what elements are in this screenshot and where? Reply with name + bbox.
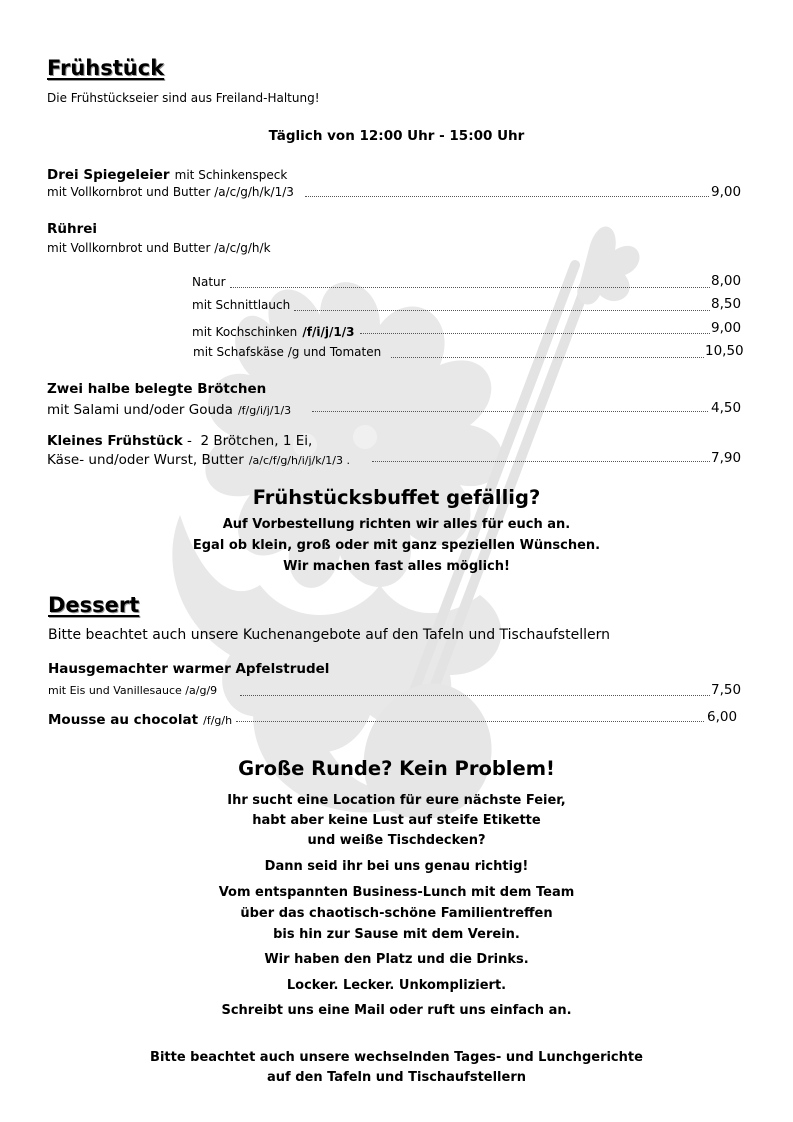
group-line: Ihr sucht eine Location für eure nächste Feier, — [227, 793, 566, 808]
item-extra: mit Schinkenspeck — [174, 168, 288, 182]
dotted-leader — [391, 357, 704, 358]
group-line: Wir haben den Platz und die Drinks. — [264, 952, 529, 967]
menu-item-kleines-fruehstueck — [47, 430, 312, 449]
buffet-line: Auf Vorbestellung richten wir alles für euch an. — [222, 517, 571, 532]
dessert-title: Dessert — [48, 593, 140, 617]
item-price: 7,50 — [711, 682, 742, 698]
item-description: 2 Brötchen, 1 Ei, — [200, 433, 313, 449]
variant-label: mit Schnittlauch — [192, 298, 291, 312]
dotted-leader — [236, 721, 704, 722]
breakfast-title: Frühstück — [47, 56, 165, 80]
group-line: Locker. Lecker. Unkompliziert. — [286, 978, 507, 993]
breakfast-subtitle: Die Frühstückseier sind aus Freiland-Haltung! — [47, 91, 320, 105]
group-line: bis hin zur Sause mit dem Verein. — [273, 927, 520, 942]
menu-item-apfelstrudel: Hausgemachter warmer Apfelstrudel — [48, 661, 330, 677]
group-line: Schreibt uns eine Mail oder ruft uns einfach an. — [221, 1003, 572, 1018]
group-title: Große Runde? Kein Problem! — [238, 757, 555, 780]
item-name: Drei Spiegeleier — [47, 167, 170, 183]
variant-price: 9,00 — [711, 320, 742, 336]
item-description: mit Eis und Vanillesauce /a/g/9 — [48, 684, 218, 697]
group-line: Dann seid ihr bei uns genau richtig! — [264, 859, 529, 874]
menu-item-mousse — [48, 709, 232, 728]
variant-row — [192, 321, 354, 340]
item-description-row — [47, 449, 350, 468]
variant-label: mit Kochschinken — [192, 325, 298, 339]
variant-price: 8,00 — [711, 273, 742, 289]
dotted-leader — [294, 310, 710, 311]
buffet-title: Frühstücksbuffet gefällig? — [252, 486, 541, 509]
item-allergen: /f/g/h — [203, 714, 233, 727]
variant-price: 10,50 — [705, 343, 744, 359]
dotted-leader — [230, 287, 710, 288]
item-separator: - — [182, 433, 201, 449]
item-price: 7,90 — [711, 450, 742, 466]
item-name: Kleines Frühstück — [47, 433, 183, 449]
buffet-line: Wir machen fast alles möglich! — [283, 559, 510, 574]
group-line: habt aber keine Lust auf steife Etikette — [252, 813, 541, 828]
dotted-leader — [240, 695, 710, 696]
item-price: 4,50 — [711, 400, 742, 416]
menu-item-ruehrei: Rührei — [47, 221, 98, 237]
menu-item-spiegeleier — [47, 164, 287, 183]
footer-line: auf den Tafeln und Tischaufstellern — [267, 1070, 526, 1085]
item-price: 6,00 — [707, 709, 738, 725]
dessert-note: Bitte beachtet auch unsere Kuchenangebote auf den Tafeln und Tischaufstellern — [48, 627, 610, 643]
dotted-leader — [305, 196, 709, 197]
item-price: 9,00 — [711, 184, 742, 200]
item-allergen: /a/c/f/g/h/i/j/k/1/3 . — [248, 454, 350, 467]
variant-label: Natur — [192, 275, 226, 289]
dotted-leader — [360, 333, 710, 334]
footer-line: Bitte beachtet auch unsere wechselnden Tages- und Lunchgerichte — [150, 1050, 643, 1065]
item-description: Käse- und/oder Wurst, Butter — [47, 452, 244, 468]
buffet-line: Egal ob klein, groß oder mit ganz speziellen Wünschen. — [192, 538, 601, 553]
variant-allergen: /f/i/j/1/3 — [302, 325, 355, 339]
dotted-leader — [372, 461, 710, 462]
item-description-row — [47, 399, 291, 418]
group-line: Vom entspannten Business-Lunch mit dem Team — [218, 885, 575, 900]
group-line: und weiße Tischdecken? — [307, 833, 486, 848]
item-description: mit Salami und/oder Gouda — [47, 402, 233, 418]
variant-price: 8,50 — [711, 296, 742, 312]
opening-hours: Täglich von 12:00 Uhr - 15:00 Uhr — [268, 128, 525, 144]
dotted-leader — [312, 411, 708, 412]
menu-item-broetchen: Zwei halbe belegte Brötchen — [47, 381, 267, 397]
group-line: über das chaotisch-schöne Familientreffen — [240, 906, 553, 921]
variant-label: mit Schafskäse /g und Tomaten — [193, 345, 382, 359]
item-name: Mousse au chocolat — [48, 712, 199, 728]
item-description: mit Vollkornbrot und Butter /a/c/g/h/k/1/3 — [47, 185, 294, 199]
item-description: mit Vollkornbrot und Butter /a/c/g/h/k — [47, 241, 271, 255]
item-allergen: /f/g/i/j/1/3 — [237, 404, 292, 417]
